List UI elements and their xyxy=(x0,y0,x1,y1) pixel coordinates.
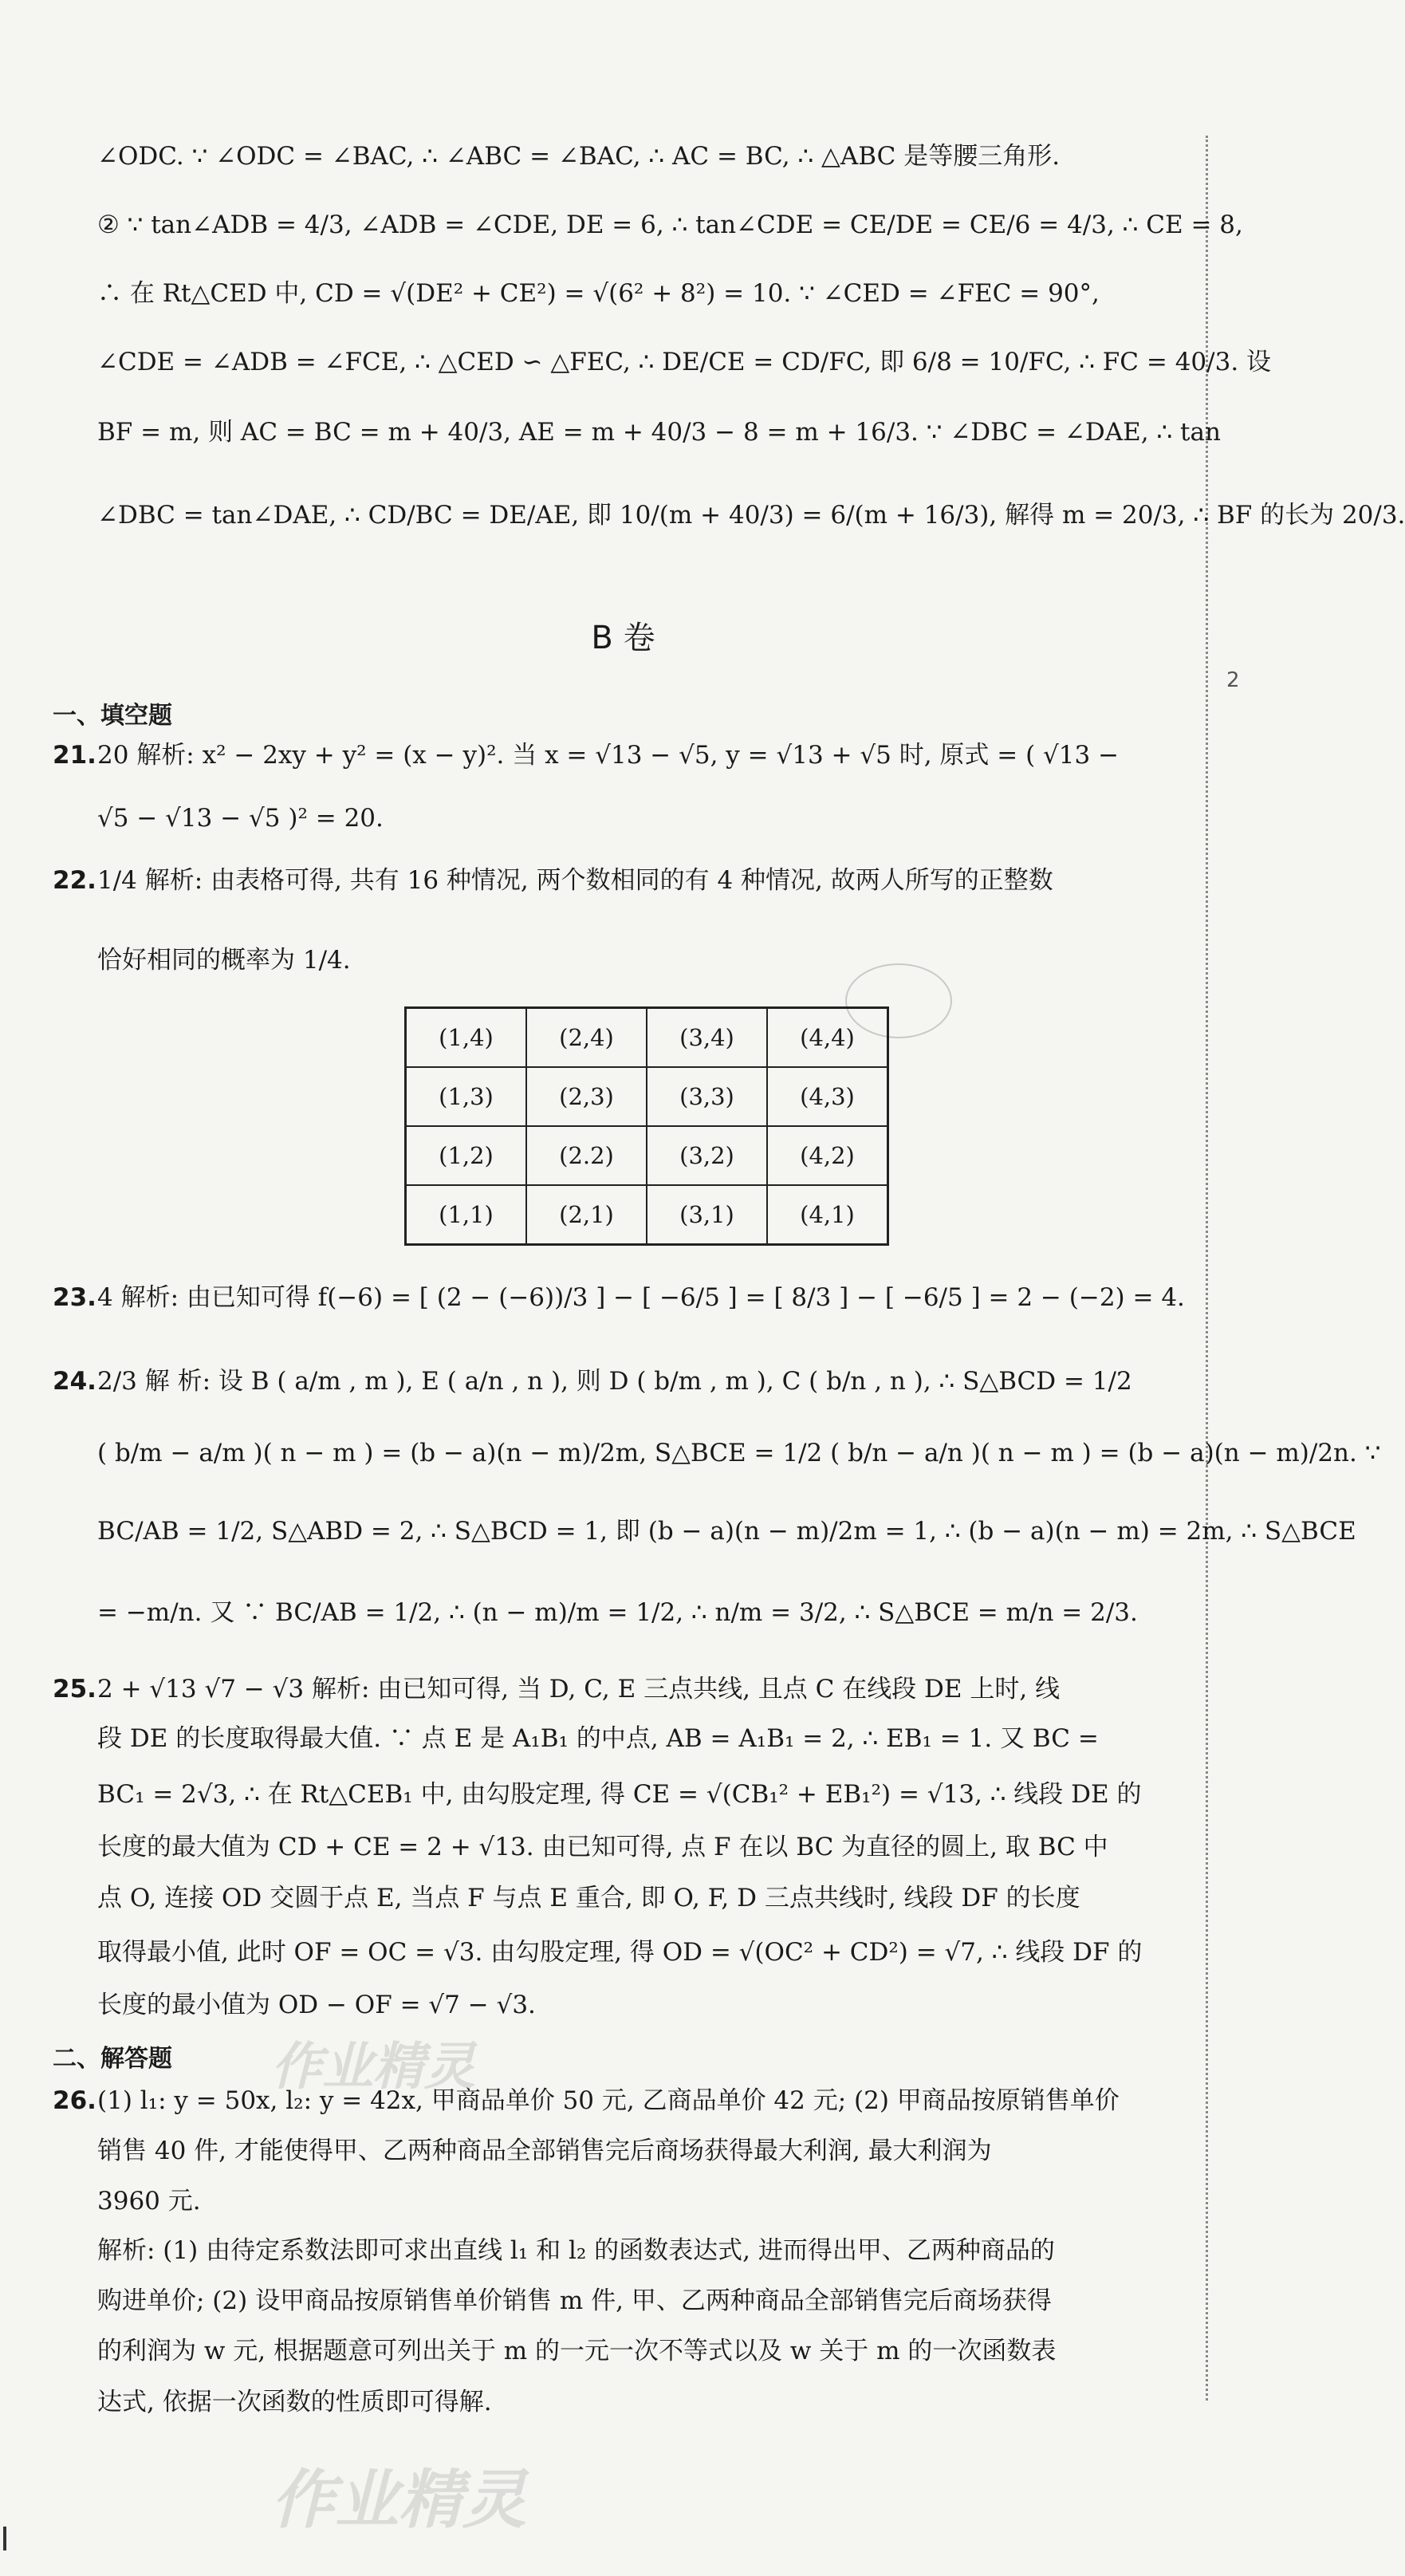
q24-line: BC/AB = 1/2, S△ABD = 2, ∴ S△BCD = 1, 即 (b − a)(n − m)/2m = 1, ∴ (b − a)(n − m) = 2m, ∴ S△BCE xyxy=(97,1517,1356,1546)
table-row xyxy=(406,1185,888,1245)
question-number: 23. xyxy=(53,1283,96,1312)
table-cell: (2,3) xyxy=(526,1067,647,1126)
answer-heading: 二、解答题 xyxy=(53,2045,172,2073)
table-cell: (1,2) xyxy=(406,1126,527,1185)
question-number: 21. xyxy=(53,741,96,770)
solution-line: ∠CDE = ∠ADB = ∠FCE, ∴ △CED ∽ △FEC, ∴ DE/CE = CD/FC, 即 6/8 = 10/FC, ∴ FC = 40/3. 设 xyxy=(97,348,1272,376)
solution-line: ∠ODC. ∵ ∠ODC = ∠BAC, ∴ ∠ABC = ∠BAC, ∴ AC = BC, ∴ △ABC 是等腰三角形. xyxy=(97,142,1061,171)
question-number: 25. xyxy=(53,1675,96,1704)
q26-line: 购进单价; (2) 设甲商品按原销售单价销售 m 件, 甲、乙两种商品全部销售完后商场获得 xyxy=(97,2286,1052,2315)
table-row xyxy=(406,1067,888,1126)
q25-line: 2 + √13 √7 − √3 解析: 由已知可得, 当 D, C, E 三点共线, 且点 C 在线段 DE 上时, 线 xyxy=(97,1675,1061,1704)
table-row xyxy=(406,1126,888,1185)
q26-line: 销售 40 件, 才能使得甲、乙两种商品全部销售完后商场获得最大利润, 最大利润为 xyxy=(97,2137,992,2165)
q26-line: 3960 元. xyxy=(97,2187,201,2216)
solution-line: ② ∵ tan∠ADB = 4/3, ∠ADB = ∠CDE, DE = 6, ∴ tan∠CDE = CE/DE = CE/6 = 4/3, ∴ CE = 8, xyxy=(97,211,1243,239)
q22-line: 1/4 解析: 由表格可得, 共有 16 种情况, 两个数相同的有 4 种情况, 故两人所写的正整数 xyxy=(97,866,1053,895)
q21-line: √5 − √13 − √5 )² = 20. xyxy=(97,804,384,833)
q24-line: ( b/m − a/m )( n − m ) = (b − a)(n − m)/2m, S△BCE = 1/2 ( b/n − a/n )( n − m ) = (b − a)(n − m)/2n. ∵ xyxy=(97,1439,1381,1467)
q23-line: 4 解析: 由已知可得 f(−6) = [ (2 − (−6))/3 ] − [ −6/5 ] = [ 8/3 ] − [ −6/5 ] = 2 − (−2) = 4. xyxy=(97,1283,1185,1312)
fill-blank-heading: 一、填空题 xyxy=(53,702,172,730)
table-cell: (3,1) xyxy=(647,1185,767,1245)
edge-mark xyxy=(3,2527,6,2550)
q21-line: 20 解析: x² − 2xy + y² = (x − y)². 当 x = √13 − √5, y = √13 + √5 时, 原式 = ( √13 − xyxy=(97,741,1120,770)
watermark: 作业精灵 xyxy=(271,2038,475,2097)
binding-dotted-rule xyxy=(1206,136,1208,2401)
solution-line: ∴ 在 Rt△CED 中, CD = √(DE² + CE²) = √(6² + 8²) = 10. ∵ ∠CED = ∠FEC = 90°, xyxy=(97,279,1100,308)
q26-line: (1) l₁: y = 50x, l₂: y = 42x, 甲商品单价 50 元, 乙商品单价 42 元; (2) 甲商品按原销售单价 xyxy=(97,2086,1120,2115)
table-cell: (3,4) xyxy=(647,1008,767,1068)
q26-line: 解析: (1) 由待定系数法即可求出直线 l₁ 和 l₂ 的函数表达式, 进而得出甲、乙两种商品的 xyxy=(97,2236,1055,2265)
watermark: 作业精灵 xyxy=(271,2463,526,2537)
outcome-table xyxy=(404,1006,889,1246)
table-cell: (4,3) xyxy=(767,1067,888,1126)
table-cell: (2.2) xyxy=(526,1126,647,1185)
question-number: 24. xyxy=(53,1367,96,1396)
solution-line: BF = m, 则 AC = BC = m + 40/3, AE = m + 40/3 − 8 = m + 16/3. ∵ ∠DBC = ∠DAE, ∴ tan xyxy=(97,418,1221,447)
table-cell: (1,1) xyxy=(406,1185,527,1245)
table-cell: (4,2) xyxy=(767,1126,888,1185)
q22-line: 恰好相同的概率为 1/4. xyxy=(97,946,351,975)
q24-line: 2/3 解 析: 设 B ( a/m , m ), E ( a/n , n ), 则 D ( b/m , m ), C ( b/n , n ), ∴ S△BCD = 1/2 xyxy=(97,1367,1132,1396)
q25-line: 点 O, 连接 OD 交圆于点 E, 当点 F 与点 E 重合, 即 O, F, D 三点共线时, 线段 DF 的长度 xyxy=(97,1884,1080,1912)
table-cell: (2,1) xyxy=(526,1185,647,1245)
q25-line: 段 DE 的长度取得最大值. ∵ 点 E 是 A₁B₁ 的中点, AB = A₁B₁ = 2, ∴ EB₁ = 1. 又 BC = xyxy=(97,1724,1099,1753)
table-cell: (3,3) xyxy=(647,1067,767,1126)
table-row xyxy=(406,1008,888,1068)
table-cell: (1,4) xyxy=(406,1008,527,1068)
q24-line: = −m/n. 又 ∵ BC/AB = 1/2, ∴ (n − m)/m = 1/2, ∴ n/m = 3/2, ∴ S△BCE = m/n = 2/3. xyxy=(97,1598,1138,1627)
q26-line: 达式, 依据一次函数的性质即可得解. xyxy=(97,2388,492,2416)
q26-line: 的利润为 w 元, 根据题意可列出关于 m 的一元一次不等式以及 w 关于 m 的一次函数表 xyxy=(97,2337,1057,2365)
table-cell: (4,4) xyxy=(767,1008,888,1068)
question-number: 22. xyxy=(53,866,96,895)
table-cell: (1,3) xyxy=(406,1067,527,1126)
question-number: 26. xyxy=(53,2086,96,2115)
table-cell: (3,2) xyxy=(647,1126,767,1185)
table-cell: (4,1) xyxy=(767,1185,888,1245)
q25-line: BC₁ = 2√3, ∴ 在 Rt△CEB₁ 中, 由勾股定理, 得 CE = √(CB₁² + EB₁²) = √13, ∴ 线段 DE 的 xyxy=(97,1780,1142,1809)
solution-line: ∠DBC = tan∠DAE, ∴ CD/BC = DE/AE, 即 10/(m + 40/3) = 6/(m + 16/3), 解得 m = 20/3, ∴ BF 的长为 20/3. xyxy=(97,501,1405,530)
q25-line: 长度的最大值为 CD + CE = 2 + √13. 由已知可得, 点 F 在以 BC 为直径的圆上, 取 BC 中 xyxy=(97,1833,1108,1861)
table-cell: (2,4) xyxy=(526,1008,647,1068)
q25-line: 取得最小值, 此时 OF = OC = √3. 由勾股定理, 得 OD = √(OC² + CD²) = √7, ∴ 线段 DF 的 xyxy=(97,1938,1143,1967)
q25-line: 长度的最小值为 OD − OF = √7 − √3. xyxy=(97,1991,536,2019)
side-page-mark: 2 xyxy=(1226,668,1240,692)
section-b-title: B 卷 xyxy=(591,620,655,656)
